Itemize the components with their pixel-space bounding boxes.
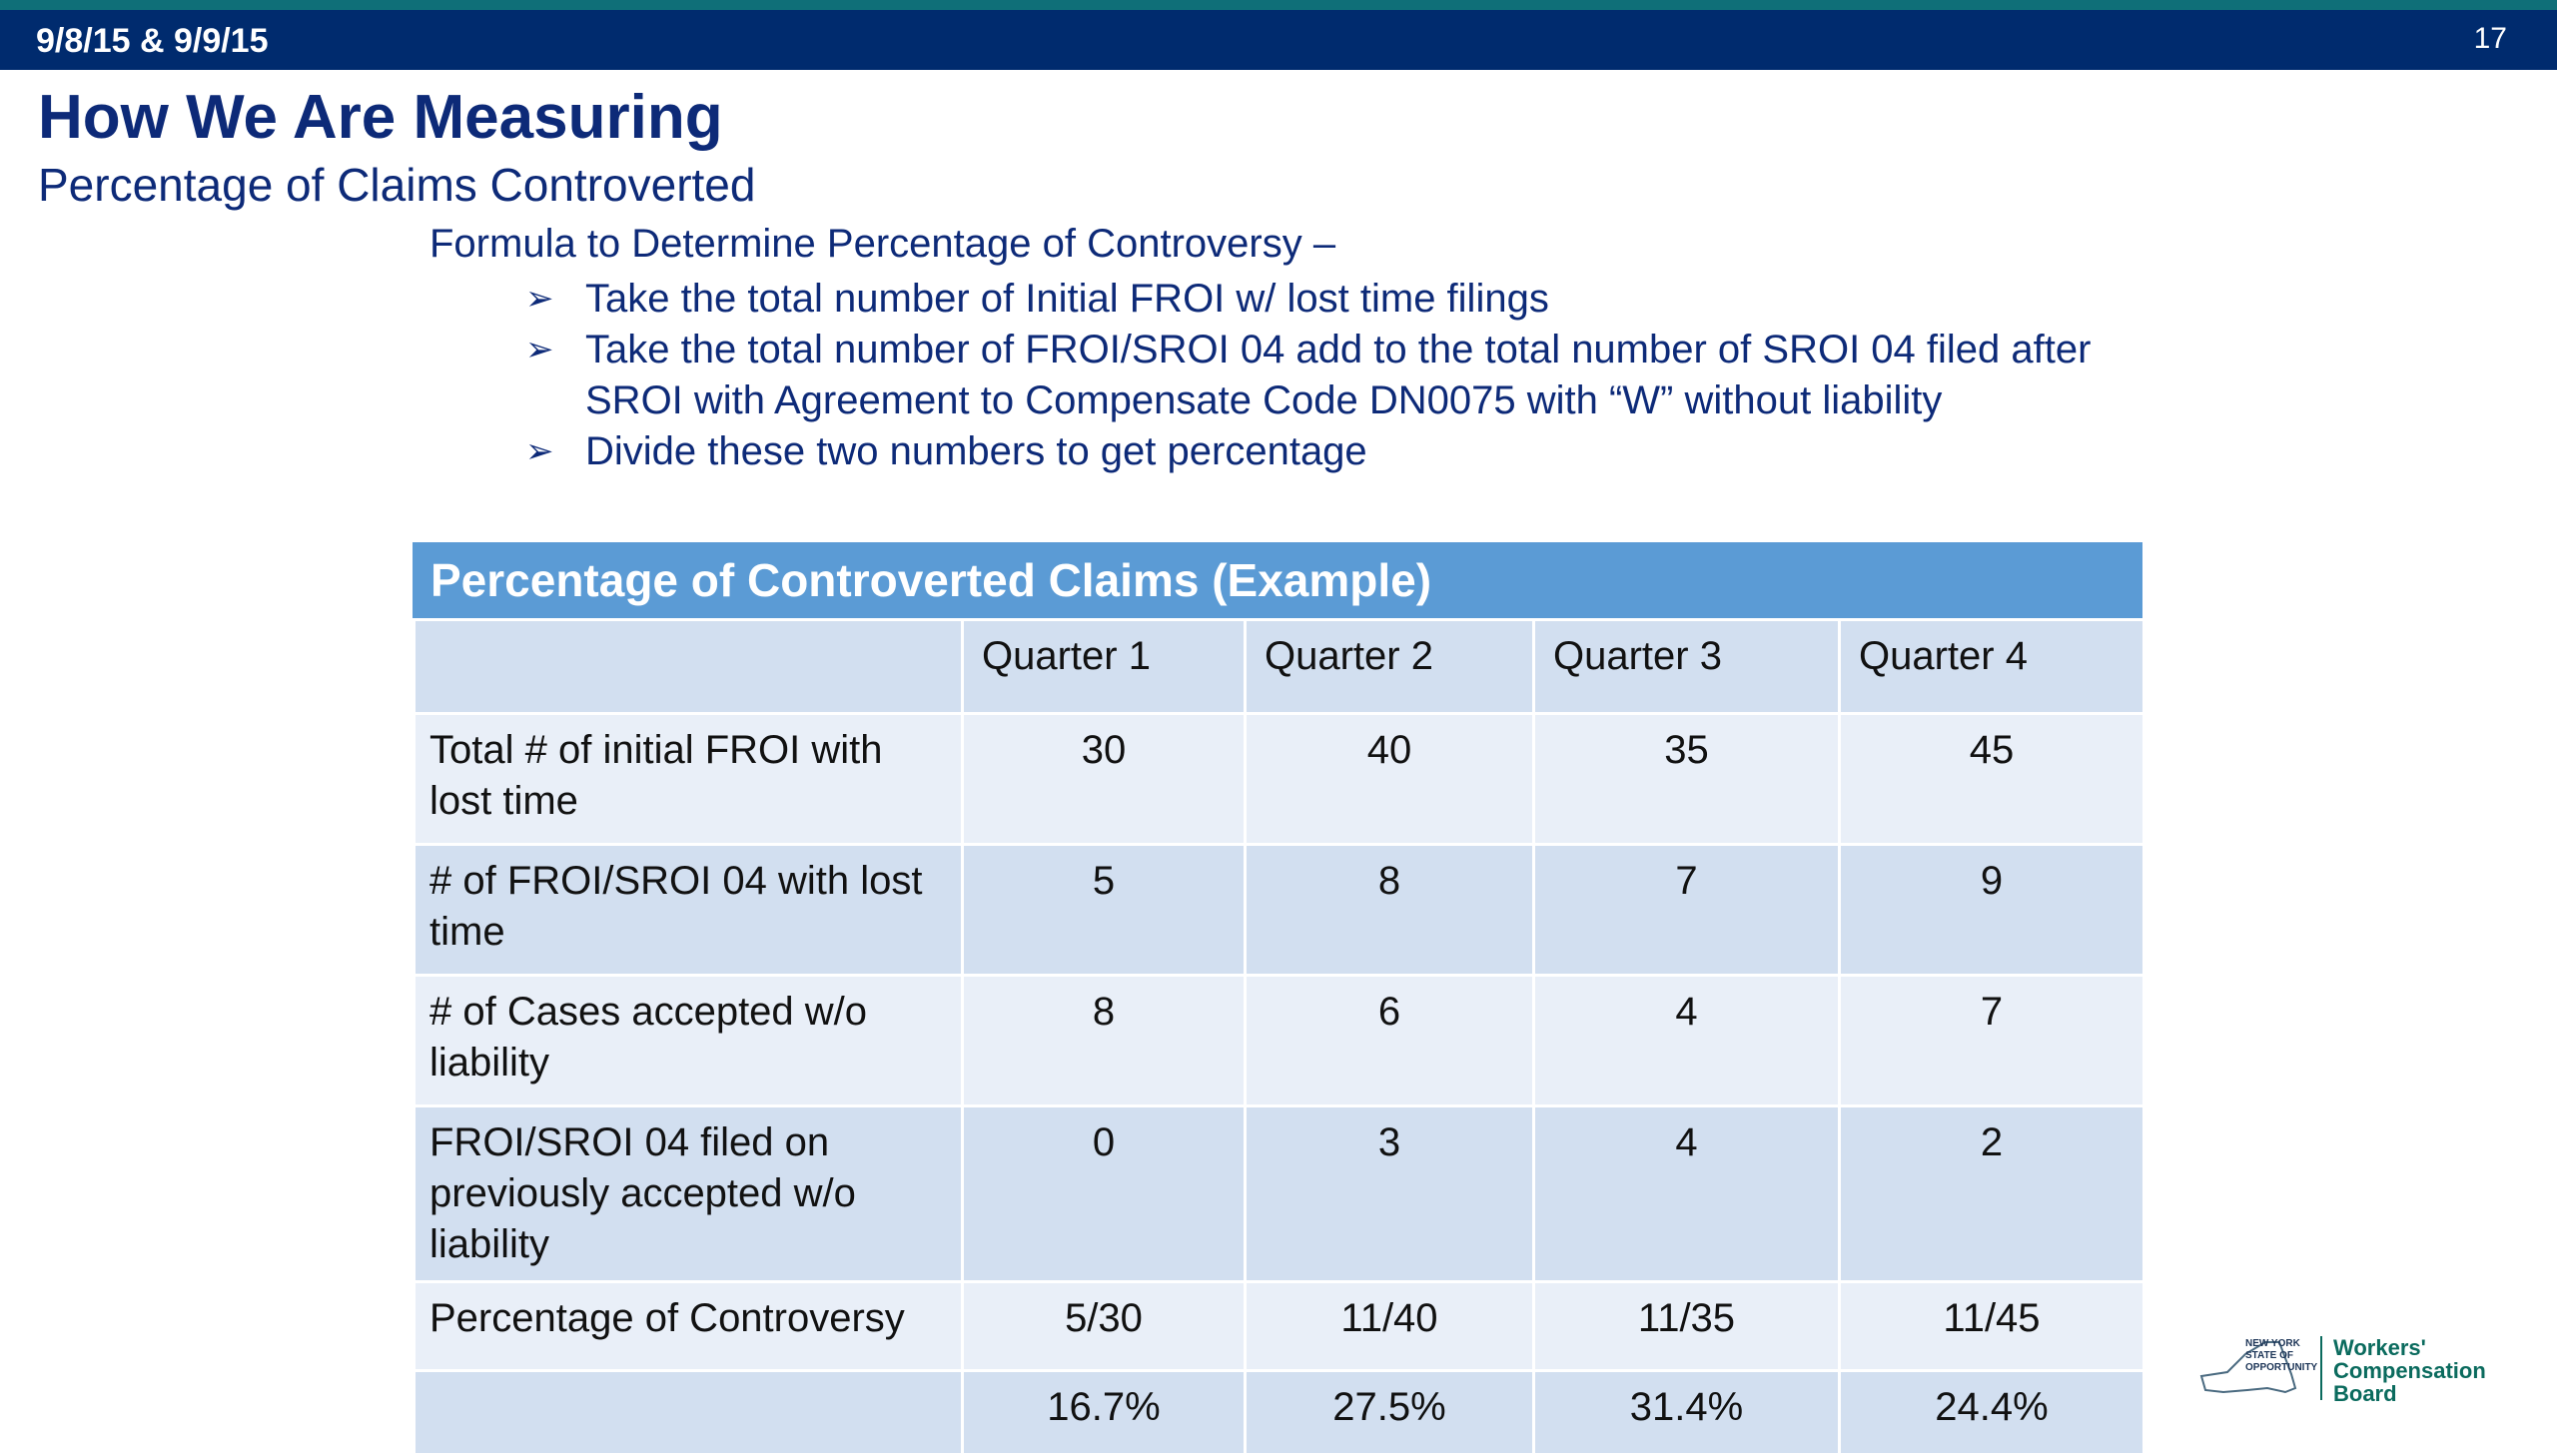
row-label bbox=[415, 1371, 963, 1455]
cell-value: 4 bbox=[1534, 1106, 1840, 1282]
row-label: Total # of initial FROI with lost time bbox=[415, 714, 963, 845]
table-row bbox=[415, 976, 2144, 1106]
cell-value: 11/35 bbox=[1534, 1282, 1840, 1371]
cell-value: 3 bbox=[1246, 1106, 1534, 1282]
cell-value: 9 bbox=[1840, 845, 2144, 976]
formula-steps bbox=[519, 274, 2177, 477]
cell-value: 6 bbox=[1246, 976, 1534, 1106]
cell-value: 2 bbox=[1840, 1106, 2144, 1282]
cell-value: 16.7% bbox=[963, 1371, 1246, 1455]
logo-wordmark: Workers' Compensation Board bbox=[2333, 1335, 2486, 1406]
arrow-bullet-icon: ➢ bbox=[525, 280, 554, 318]
cell-value: 8 bbox=[1246, 845, 1534, 976]
formula-step: ➢ Divide these two numbers to get percentage bbox=[519, 426, 2177, 477]
formula-step: ➢ Take the total number of Initial FROI w/ lost time filings bbox=[519, 274, 2177, 325]
table-row bbox=[415, 714, 2144, 845]
header-bar bbox=[0, 10, 2557, 70]
header-cell-empty bbox=[415, 620, 963, 714]
cell-value: 11/45 bbox=[1840, 1282, 2144, 1371]
cell-value: 5/30 bbox=[963, 1282, 1246, 1371]
cell-value: 30 bbox=[963, 714, 1246, 845]
header-cell-quarter-3: Quarter 3 bbox=[1534, 620, 1840, 714]
cell-value: 24.4% bbox=[1840, 1371, 2144, 1455]
cell-value: 7 bbox=[1534, 845, 1840, 976]
table-row bbox=[415, 1282, 2144, 1371]
cell-value: 4 bbox=[1534, 976, 1840, 1106]
row-label: FROI/SROI 04 filed on previously accepted w/o liability bbox=[415, 1106, 963, 1282]
arrow-bullet-icon: ➢ bbox=[525, 331, 554, 368]
page-number: 17 bbox=[2473, 22, 2507, 55]
header-cell-quarter-1: Quarter 1 bbox=[963, 620, 1246, 714]
header-cell-quarter-2: Quarter 2 bbox=[1246, 620, 1534, 714]
cell-value: 40 bbox=[1246, 714, 1534, 845]
cell-value: 45 bbox=[1840, 714, 2144, 845]
cell-value: 31.4% bbox=[1534, 1371, 1840, 1455]
logo-state-text: NEW YORK STATE OF OPPORTUNITY bbox=[2245, 1338, 2318, 1373]
top-accent-stripe bbox=[0, 0, 2557, 10]
row-label: # of Cases accepted w/o liability bbox=[415, 976, 963, 1106]
cell-value: 0 bbox=[963, 1106, 1246, 1282]
table-row bbox=[415, 1106, 2144, 1282]
table-title: Percentage of Controverted Claims (Example) bbox=[413, 542, 2142, 618]
controverted-claims-table bbox=[413, 542, 2142, 1456]
arrow-bullet-icon: ➢ bbox=[525, 432, 554, 470]
cell-value: 5 bbox=[963, 845, 1246, 976]
cell-value: 11/40 bbox=[1246, 1282, 1534, 1371]
row-label: Percentage of Controversy bbox=[415, 1282, 963, 1371]
cell-value: 27.5% bbox=[1246, 1371, 1534, 1455]
cell-value: 8 bbox=[963, 976, 1246, 1106]
formula-step: ➢ Take the total number of FROI/SROI 04 add to the total number of SROI 04 filed after SROI with Agreement to Compensate Code DN0075 with “W” without liability bbox=[519, 325, 2177, 426]
header-date: 9/8/15 & 9/9/15 bbox=[36, 22, 269, 60]
row-label: # of FROI/SROI 04 with lost time bbox=[415, 845, 963, 976]
slide-subtitle: Percentage of Claims Controverted bbox=[38, 159, 756, 211]
table-row bbox=[415, 845, 2144, 976]
header-cell-quarter-4: Quarter 4 bbox=[1840, 620, 2144, 714]
formula-heading: Formula to Determine Percentage of Controversy – bbox=[429, 222, 1336, 266]
cell-value: 7 bbox=[1840, 976, 2144, 1106]
cell-value: 35 bbox=[1534, 714, 1840, 845]
data-table bbox=[413, 618, 2145, 1456]
table-row bbox=[415, 1371, 2144, 1455]
slide-title: How We Are Measuring bbox=[38, 83, 723, 152]
table-header-row bbox=[415, 620, 2144, 714]
